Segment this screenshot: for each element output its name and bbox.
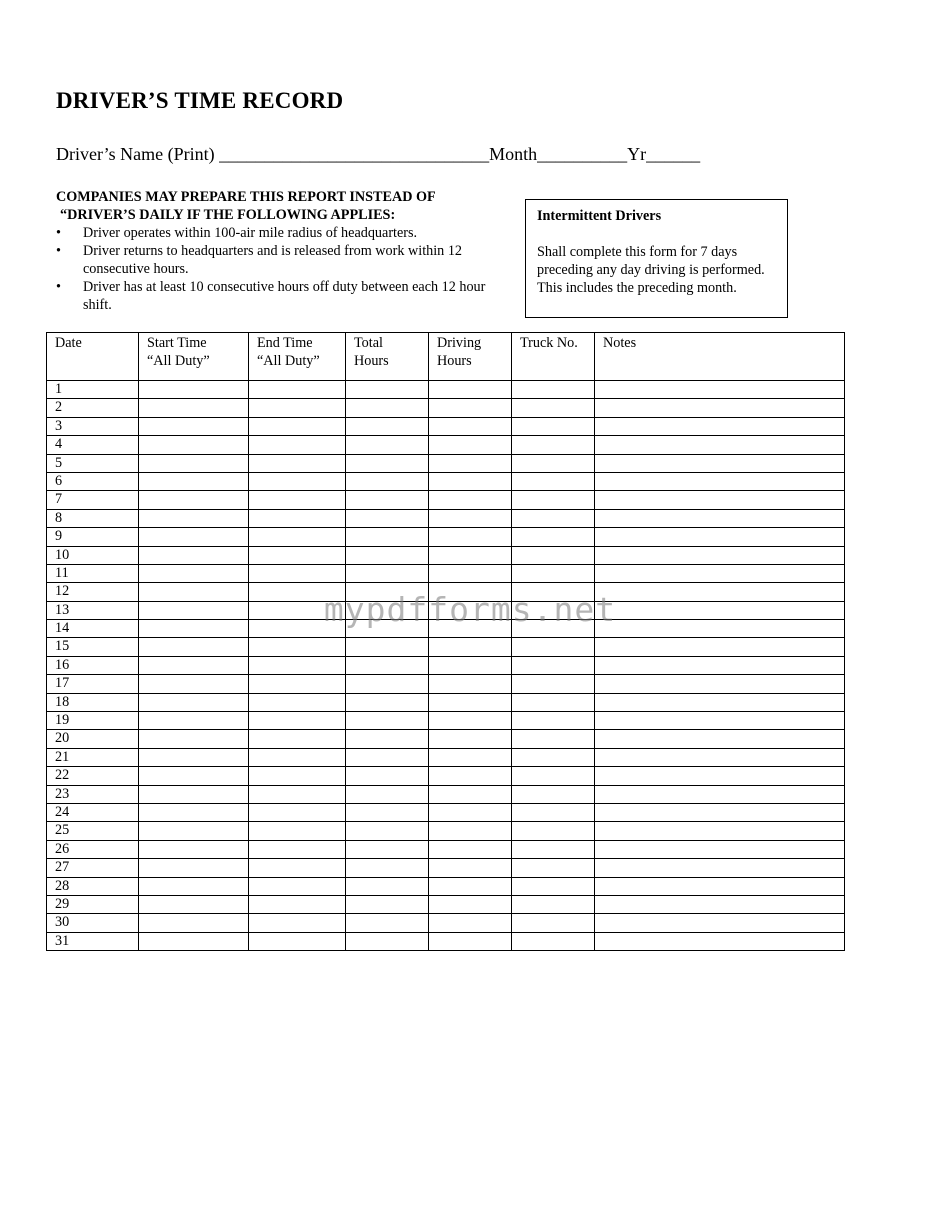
end-time-cell[interactable] <box>249 914 346 932</box>
driving-hours-cell[interactable] <box>429 895 512 913</box>
notes-cell[interactable] <box>595 399 845 417</box>
start-time-cell[interactable] <box>139 583 249 601</box>
column-header-line: “All Duty” <box>257 353 320 369</box>
table-row <box>47 785 845 803</box>
column-header-start-time <box>139 333 249 381</box>
start-time-cell[interactable] <box>139 914 249 932</box>
day-number-cell: 15 <box>47 638 139 656</box>
end-time-cell[interactable] <box>249 564 346 582</box>
notes-cell[interactable] <box>595 381 845 399</box>
end-time-cell[interactable] <box>249 491 346 509</box>
column-header-line: “All Duty” <box>147 353 210 369</box>
end-time-cell[interactable] <box>249 932 346 950</box>
start-time-cell[interactable] <box>139 785 249 803</box>
table-row <box>47 803 845 821</box>
day-number-cell: 5 <box>47 454 139 472</box>
truck-no-cell[interactable] <box>512 785 595 803</box>
total-hours-cell[interactable] <box>346 638 429 656</box>
start-time-cell[interactable] <box>139 767 249 785</box>
day-number-cell: 30 <box>47 914 139 932</box>
total-hours-cell[interactable] <box>346 785 429 803</box>
end-time-cell[interactable] <box>249 859 346 877</box>
start-time-cell[interactable] <box>139 528 249 546</box>
total-hours-cell[interactable] <box>346 895 429 913</box>
truck-no-cell[interactable] <box>512 509 595 527</box>
column-header-line: Start Time <box>147 335 207 351</box>
start-time-cell[interactable] <box>139 895 249 913</box>
truck-no-cell[interactable] <box>512 675 595 693</box>
truck-no-cell[interactable] <box>512 399 595 417</box>
table-row <box>47 491 845 509</box>
notes-cell[interactable] <box>595 601 845 619</box>
notes-cell[interactable] <box>595 840 845 858</box>
day-number-cell: 4 <box>47 436 139 454</box>
notes-cell[interactable] <box>595 528 845 546</box>
total-hours-cell[interactable] <box>346 859 429 877</box>
truck-no-cell[interactable] <box>512 840 595 858</box>
end-time-cell[interactable] <box>249 822 346 840</box>
column-header-line: Truck No. <box>520 335 578 351</box>
total-hours-cell[interactable] <box>346 693 429 711</box>
total-hours-cell[interactable] <box>346 620 429 638</box>
day-number-cell: 29 <box>47 895 139 913</box>
total-hours-cell[interactable] <box>346 730 429 748</box>
end-time-cell[interactable] <box>249 656 346 674</box>
column-header-end-time <box>249 333 346 381</box>
start-time-cell[interactable] <box>139 417 249 435</box>
table-row <box>47 381 845 399</box>
intermittent-drivers-text: Shall complete this form for 7 days preceding any day driving is performed. This includes the preceding month. <box>537 244 765 296</box>
truck-no-cell[interactable] <box>512 803 595 821</box>
driving-hours-cell[interactable] <box>429 491 512 509</box>
total-hours-cell[interactable] <box>346 436 429 454</box>
driving-hours-cell[interactable] <box>429 564 512 582</box>
table-row <box>47 583 845 601</box>
start-time-cell[interactable] <box>139 932 249 950</box>
driving-hours-cell[interactable] <box>429 509 512 527</box>
instructions-heading-line2: “DRIVER’S DAILY IF THE FOLLOWING APPLIES: <box>60 207 396 223</box>
start-time-cell[interactable] <box>139 840 249 858</box>
driving-hours-cell[interactable] <box>429 730 512 748</box>
table-row <box>47 859 845 877</box>
notes-cell[interactable] <box>595 417 845 435</box>
table-header-row <box>47 333 845 381</box>
day-number-cell: 9 <box>47 528 139 546</box>
notes-cell[interactable] <box>595 583 845 601</box>
intermittent-drivers-title: Intermittent Drivers <box>537 208 662 224</box>
notes-cell[interactable] <box>595 859 845 877</box>
driving-hours-cell[interactable] <box>429 748 512 766</box>
table-row <box>47 914 845 932</box>
driving-hours-cell[interactable] <box>429 436 512 454</box>
start-time-cell[interactable] <box>139 399 249 417</box>
total-hours-cell[interactable] <box>346 546 429 564</box>
end-time-cell[interactable] <box>249 693 346 711</box>
notes-cell[interactable] <box>595 491 845 509</box>
driving-hours-cell[interactable] <box>429 859 512 877</box>
total-hours-cell[interactable] <box>346 822 429 840</box>
day-number-cell: 31 <box>47 932 139 950</box>
notes-cell[interactable] <box>595 767 845 785</box>
column-header-line: Notes <box>603 335 637 351</box>
end-time-cell[interactable] <box>249 638 346 656</box>
total-hours-cell[interactable] <box>346 803 429 821</box>
total-hours-cell[interactable] <box>346 583 429 601</box>
end-time-cell[interactable] <box>249 767 346 785</box>
start-time-cell[interactable] <box>139 546 249 564</box>
table-row <box>47 620 845 638</box>
driving-hours-cell[interactable] <box>429 472 512 490</box>
end-time-cell[interactable] <box>249 895 346 913</box>
driving-hours-cell[interactable] <box>429 675 512 693</box>
column-header-date <box>47 333 139 381</box>
notes-cell[interactable] <box>595 638 845 656</box>
truck-no-cell[interactable] <box>512 546 595 564</box>
end-time-cell[interactable] <box>249 840 346 858</box>
truck-no-cell[interactable] <box>512 822 595 840</box>
total-hours-cell[interactable] <box>346 601 429 619</box>
instructions-bullet-list <box>56 224 516 314</box>
column-header-line: Driving <box>437 335 482 351</box>
total-hours-cell[interactable] <box>346 748 429 766</box>
truck-no-cell[interactable] <box>512 601 595 619</box>
end-time-cell[interactable] <box>249 436 346 454</box>
column-header-driving-hours <box>429 333 512 381</box>
driving-hours-cell[interactable] <box>429 932 512 950</box>
driving-hours-cell[interactable] <box>429 767 512 785</box>
day-number-cell: 12 <box>47 583 139 601</box>
driving-hours-cell[interactable] <box>429 528 512 546</box>
driving-hours-cell[interactable] <box>429 656 512 674</box>
notes-cell[interactable] <box>595 785 845 803</box>
start-time-cell[interactable] <box>139 436 249 454</box>
column-header-line: End Time <box>257 335 313 351</box>
start-time-cell[interactable] <box>139 638 249 656</box>
bullet-item: • Driver returns to headquarters and is released from work within 12 consecutive hours. <box>56 242 516 278</box>
truck-no-cell[interactable] <box>512 748 595 766</box>
driving-hours-cell[interactable] <box>429 620 512 638</box>
notes-cell[interactable] <box>595 914 845 932</box>
end-time-cell[interactable] <box>249 417 346 435</box>
driver-name-month-year-line[interactable]: Driver’s Name (Print) ______________________________Month__________Yr______ <box>56 144 701 164</box>
start-time-cell[interactable] <box>139 509 249 527</box>
start-time-cell[interactable] <box>139 491 249 509</box>
driving-hours-cell[interactable] <box>429 546 512 564</box>
notes-cell[interactable] <box>595 712 845 730</box>
notes-cell[interactable] <box>595 822 845 840</box>
start-time-cell[interactable] <box>139 454 249 472</box>
start-time-cell[interactable] <box>139 381 249 399</box>
day-number-cell: 20 <box>47 730 139 748</box>
total-hours-cell[interactable] <box>346 564 429 582</box>
time-record-table <box>46 332 845 951</box>
bullet-item: • Driver operates within 100-air mile radius of headquarters. <box>56 224 516 242</box>
total-hours-cell[interactable] <box>346 932 429 950</box>
driving-hours-cell[interactable] <box>429 712 512 730</box>
day-number-cell: 27 <box>47 859 139 877</box>
driving-hours-cell[interactable] <box>429 399 512 417</box>
bullet-item: • Driver has at least 10 consecutive hours off duty between each 12 hour shift. <box>56 278 516 314</box>
end-time-cell[interactable] <box>249 399 346 417</box>
table-row <box>47 675 845 693</box>
start-time-cell[interactable] <box>139 675 249 693</box>
form-title: DRIVER’S TIME RECORD <box>56 88 344 113</box>
end-time-cell[interactable] <box>249 675 346 693</box>
day-number-cell: 8 <box>47 509 139 527</box>
end-time-cell[interactable] <box>249 620 346 638</box>
day-number-cell: 24 <box>47 803 139 821</box>
truck-no-cell[interactable] <box>512 472 595 490</box>
end-time-cell[interactable] <box>249 583 346 601</box>
notes-cell[interactable] <box>595 730 845 748</box>
table-row <box>47 528 845 546</box>
total-hours-cell[interactable] <box>346 472 429 490</box>
table-row <box>47 472 845 490</box>
day-number-cell: 23 <box>47 785 139 803</box>
truck-no-cell[interactable] <box>512 859 595 877</box>
table-row <box>47 417 845 435</box>
driving-hours-cell[interactable] <box>429 785 512 803</box>
driving-hours-cell[interactable] <box>429 381 512 399</box>
notes-cell[interactable] <box>595 932 845 950</box>
table-row <box>47 877 845 895</box>
end-time-cell[interactable] <box>249 509 346 527</box>
total-hours-cell[interactable] <box>346 840 429 858</box>
driving-hours-cell[interactable] <box>429 822 512 840</box>
truck-no-cell[interactable] <box>512 583 595 601</box>
notes-cell[interactable] <box>595 472 845 490</box>
column-header-notes <box>595 333 845 381</box>
truck-no-cell[interactable] <box>512 564 595 582</box>
day-number-cell: 11 <box>47 564 139 582</box>
truck-no-cell[interactable] <box>512 620 595 638</box>
watermark: mypdfforms.net <box>323 590 617 629</box>
column-header-truck-no <box>512 333 595 381</box>
total-hours-cell[interactable] <box>346 712 429 730</box>
total-hours-cell[interactable] <box>346 491 429 509</box>
day-number-cell: 25 <box>47 822 139 840</box>
notes-cell[interactable] <box>595 877 845 895</box>
driving-hours-cell[interactable] <box>429 417 512 435</box>
notes-cell[interactable] <box>595 656 845 674</box>
day-number-cell: 6 <box>47 472 139 490</box>
notes-cell[interactable] <box>595 803 845 821</box>
truck-no-cell[interactable] <box>512 656 595 674</box>
end-time-cell[interactable] <box>249 785 346 803</box>
truck-no-cell[interactable] <box>512 895 595 913</box>
notes-cell[interactable] <box>595 620 845 638</box>
start-time-cell[interactable] <box>139 564 249 582</box>
driving-hours-cell[interactable] <box>429 914 512 932</box>
table-row <box>47 601 845 619</box>
start-time-cell[interactable] <box>139 712 249 730</box>
notes-cell[interactable] <box>595 564 845 582</box>
notes-cell[interactable] <box>595 509 845 527</box>
end-time-cell[interactable] <box>249 454 346 472</box>
instructions-heading-line1: COMPANIES MAY PREPARE THIS REPORT INSTEAD OF <box>56 189 436 205</box>
start-time-cell[interactable] <box>139 656 249 674</box>
table-row <box>47 399 845 417</box>
intermittent-drivers-box <box>525 199 788 318</box>
truck-no-cell[interactable] <box>512 730 595 748</box>
total-hours-cell[interactable] <box>346 877 429 895</box>
total-hours-cell[interactable] <box>346 417 429 435</box>
day-number-cell: 2 <box>47 399 139 417</box>
end-time-cell[interactable] <box>249 877 346 895</box>
start-time-cell[interactable] <box>139 803 249 821</box>
truck-no-cell[interactable] <box>512 417 595 435</box>
total-hours-cell[interactable] <box>346 509 429 527</box>
start-time-cell[interactable] <box>139 877 249 895</box>
total-hours-cell[interactable] <box>346 767 429 785</box>
truck-no-cell[interactable] <box>512 436 595 454</box>
truck-no-cell[interactable] <box>512 693 595 711</box>
notes-cell[interactable] <box>595 454 845 472</box>
column-header-line: Hours <box>437 353 472 369</box>
column-header-line: Total <box>354 335 383 351</box>
truck-no-cell[interactable] <box>512 454 595 472</box>
end-time-cell[interactable] <box>249 601 346 619</box>
table-row <box>47 748 845 766</box>
total-hours-cell[interactable] <box>346 454 429 472</box>
end-time-cell[interactable] <box>249 546 346 564</box>
notes-cell[interactable] <box>595 895 845 913</box>
notes-cell[interactable] <box>595 675 845 693</box>
driving-hours-cell[interactable] <box>429 454 512 472</box>
day-number-cell: 10 <box>47 546 139 564</box>
table-row <box>47 693 845 711</box>
total-hours-cell[interactable] <box>346 656 429 674</box>
start-time-cell[interactable] <box>139 859 249 877</box>
day-number-cell: 1 <box>47 381 139 399</box>
day-number-cell: 14 <box>47 620 139 638</box>
notes-cell[interactable] <box>595 693 845 711</box>
total-hours-cell[interactable] <box>346 399 429 417</box>
truck-no-cell[interactable] <box>512 491 595 509</box>
table-row <box>47 840 845 858</box>
table-row <box>47 767 845 785</box>
truck-no-cell[interactable] <box>512 914 595 932</box>
driving-hours-cell[interactable] <box>429 693 512 711</box>
start-time-cell[interactable] <box>139 601 249 619</box>
driving-hours-cell[interactable] <box>429 877 512 895</box>
total-hours-cell[interactable] <box>346 914 429 932</box>
day-number-cell: 7 <box>47 491 139 509</box>
truck-no-cell[interactable] <box>512 528 595 546</box>
start-time-cell[interactable] <box>139 822 249 840</box>
end-time-cell[interactable] <box>249 748 346 766</box>
day-number-cell: 13 <box>47 601 139 619</box>
end-time-cell[interactable] <box>249 528 346 546</box>
table-row <box>47 436 845 454</box>
truck-no-cell[interactable] <box>512 381 595 399</box>
end-time-cell[interactable] <box>249 730 346 748</box>
end-time-cell[interactable] <box>249 381 346 399</box>
truck-no-cell[interactable] <box>512 932 595 950</box>
table-row <box>47 656 845 674</box>
driving-hours-cell[interactable] <box>429 638 512 656</box>
start-time-cell[interactable] <box>139 730 249 748</box>
table-row <box>47 932 845 950</box>
truck-no-cell[interactable] <box>512 712 595 730</box>
table-row <box>47 712 845 730</box>
total-hours-cell[interactable] <box>346 675 429 693</box>
table-row <box>47 454 845 472</box>
instructions-block <box>56 188 516 314</box>
day-number-cell: 18 <box>47 693 139 711</box>
end-time-cell[interactable] <box>249 803 346 821</box>
instructions-heading <box>56 188 516 224</box>
table-row <box>47 730 845 748</box>
end-time-cell[interactable] <box>249 712 346 730</box>
truck-no-cell[interactable] <box>512 877 595 895</box>
table-row <box>47 546 845 564</box>
table-row <box>47 895 845 913</box>
column-header-line: Date <box>55 335 82 351</box>
notes-cell[interactable] <box>595 748 845 766</box>
start-time-cell[interactable] <box>139 693 249 711</box>
truck-no-cell[interactable] <box>512 638 595 656</box>
total-hours-cell[interactable] <box>346 528 429 546</box>
day-number-cell: 3 <box>47 417 139 435</box>
driving-hours-cell[interactable] <box>429 601 512 619</box>
driving-hours-cell[interactable] <box>429 840 512 858</box>
day-number-cell: 21 <box>47 748 139 766</box>
driving-hours-cell[interactable] <box>429 583 512 601</box>
table-row <box>47 638 845 656</box>
driving-hours-cell[interactable] <box>429 803 512 821</box>
day-number-cell: 26 <box>47 840 139 858</box>
start-time-cell[interactable] <box>139 620 249 638</box>
notes-cell[interactable] <box>595 436 845 454</box>
notes-cell[interactable] <box>595 546 845 564</box>
day-number-cell: 19 <box>47 712 139 730</box>
day-number-cell: 16 <box>47 656 139 674</box>
truck-no-cell[interactable] <box>512 767 595 785</box>
start-time-cell[interactable] <box>139 748 249 766</box>
column-header-total-hours <box>346 333 429 381</box>
day-number-cell: 17 <box>47 675 139 693</box>
day-number-cell: 28 <box>47 877 139 895</box>
day-number-cell: 22 <box>47 767 139 785</box>
end-time-cell[interactable] <box>249 472 346 490</box>
table-row <box>47 822 845 840</box>
table-body <box>47 381 845 951</box>
total-hours-cell[interactable] <box>346 381 429 399</box>
table-row <box>47 564 845 582</box>
column-header-line: Hours <box>354 353 389 369</box>
table-row <box>47 509 845 527</box>
start-time-cell[interactable] <box>139 472 249 490</box>
